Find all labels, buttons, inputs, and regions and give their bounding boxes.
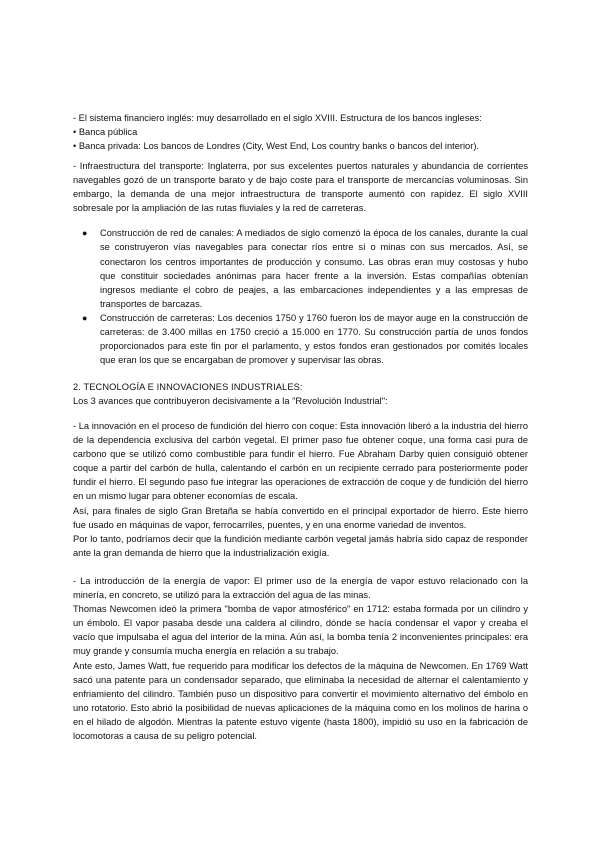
steam-section: [73, 574, 528, 743]
finance-line-3: • Banca privada: Los bancos de Londres (City, West End, Los country banks o bancos del interior).: [73, 141, 479, 152]
bullet-icon: ●: [82, 312, 88, 323]
section-subtitle: Los 3 avances que contribuyeron decisivamente a la "Revolución Industrial":: [73, 396, 388, 407]
iron-paragraph-3: Por lo tanto, podríamos decir que la fundición mediante carbón vegetal jamás habría sido capaz de responder ante la gran demanda de hierro que la industrialización exigía.: [73, 533, 528, 558]
finance-line-1: - El sistema financiero inglés: muy desarrollado en el siglo XVIII. Estructura de los bancos ingleses:: [73, 113, 482, 123]
bullet-icon: ●: [82, 228, 88, 239]
iron-paragraph-2: Así, para finales de siglo Gran Bretaña se había convertido en el principal exportador de hierro. Este hierro fue usado en máquinas de vapor, ferrocarriles, puentes, y en una enorme variedad de inventos.: [73, 505, 528, 530]
bullet-text: Construcción de carreteras: Los decenios 1750 y 1760 fueron los de mayor auge en la construcción de carreteras: de 3.400 millas en 1750 creció a 15.000 en 1770. Su construcción partía de unos fondos proporcionados para este fin por el parlamento, y estos fondos eran gestionados por comités locales que eran los que se encargaban de promover y supervisar las obras.: [100, 312, 528, 366]
transport-intro: - Infraestructura del transporte: Inglaterra, por sus excelentes puertos naturales y abundancia de corrientes navegables gozó de un transporte barato y de bajo coste para el transporte de mercancías voluminosas. Sin embargo, la demanda de una mejor infraestructura de transporte aumentó con rapidez. El siglo XVIII sobresale por la ampliación de las rutas fluviales y la red de carreteras.: [73, 161, 528, 214]
iron-paragraph-1: - La innovación en el proceso de fundición del hierro con coque: Esta innovación liberó a la industria del hierro de la dependencia exclusiva del carbón vegetal. El primer paso fue obtener coque, una forma casi pura de carbono que se utilizó como combustible para fundir el hierro. Fue Abraham Darby quien consiguió obtener coque a partir del carbón de hulla, calentando el carbón en un recipiente cerrado para posteriormente poder fundir el hierro. El segundo paso fue integrar las operaciones de extracción de coque y de fundición del hierro en un mismo lugar para obtener economías de escala.: [73, 421, 528, 502]
bullet-text: Construcción de red de canales: A mediados de siglo comenzó la época de los canales, durante la cual se construyeron vías navegables para conectar ríos entre sí o minas con sus mercados. Así, se conectaron los centros importantes de producción y consumo. Las obras eran muy costosas y hubo que constituir sociedades anónimas para hacer frente a la inversión. Estas compañías obtenían ingresos mediante el cobro de peajes, a las embarcaciones independientes y a las empresas de transportes de barcazas.: [100, 228, 528, 309]
steam-paragraph-1: - La introducción de la energía de vapor: El primer uso de la energía de vapor estuvo relacionado con la minería, en concreto, se utilizó para la extracción del agua de las minas.: [73, 576, 528, 601]
list-item: [73, 226, 528, 311]
transport-bullet-list: [73, 226, 528, 367]
steam-paragraph-2: Thomas Newcomen ideó la primera "bomba de vapor atmosférico" en 1712: estaba formada por un cilindro y un émbolo. El vapor pasaba desde una caldera al cilindro, dónde se hacía condensar el vapor y creaba el vacío que impulsaba el agua del interior de la mina. Aún así, la bomba tenía 2 inconvenientes principales: era muy grande y consumía mucha energía en relación a su trabajo.: [73, 604, 528, 657]
finance-line-2: • Banca pública: [73, 127, 138, 138]
list-item: [73, 311, 528, 367]
section2-header: [73, 380, 528, 408]
transport-section: [73, 159, 528, 367]
finance-section: [73, 111, 528, 153]
section-title: 2. TECNOLOGÍA E INNOVACIONES INDUSTRIALES:: [73, 382, 303, 392]
iron-section: [73, 419, 528, 560]
steam-paragraph-3: Ante esto, James Watt, fue requerido para modificar los defectos de la máquina de Newcomen. En 1769 Watt sacó una patente para un condensador separado, que eliminaba la necesidad de alternar el calentamiento y enfriamiento del cilindro. También puso un dispositivo para convertir el movimiento alternativo del émbolo en uno rotatorio. Esto abrió la posibilidad de nuevas aplicaciones de la máquina como en los molinos de harina o en el hilado de algodón. Mientras la patente estuvo vigente (hasta 1800), impidió su uso en la fabricación de locomotoras a causa de su peligro potencial.: [73, 660, 528, 742]
